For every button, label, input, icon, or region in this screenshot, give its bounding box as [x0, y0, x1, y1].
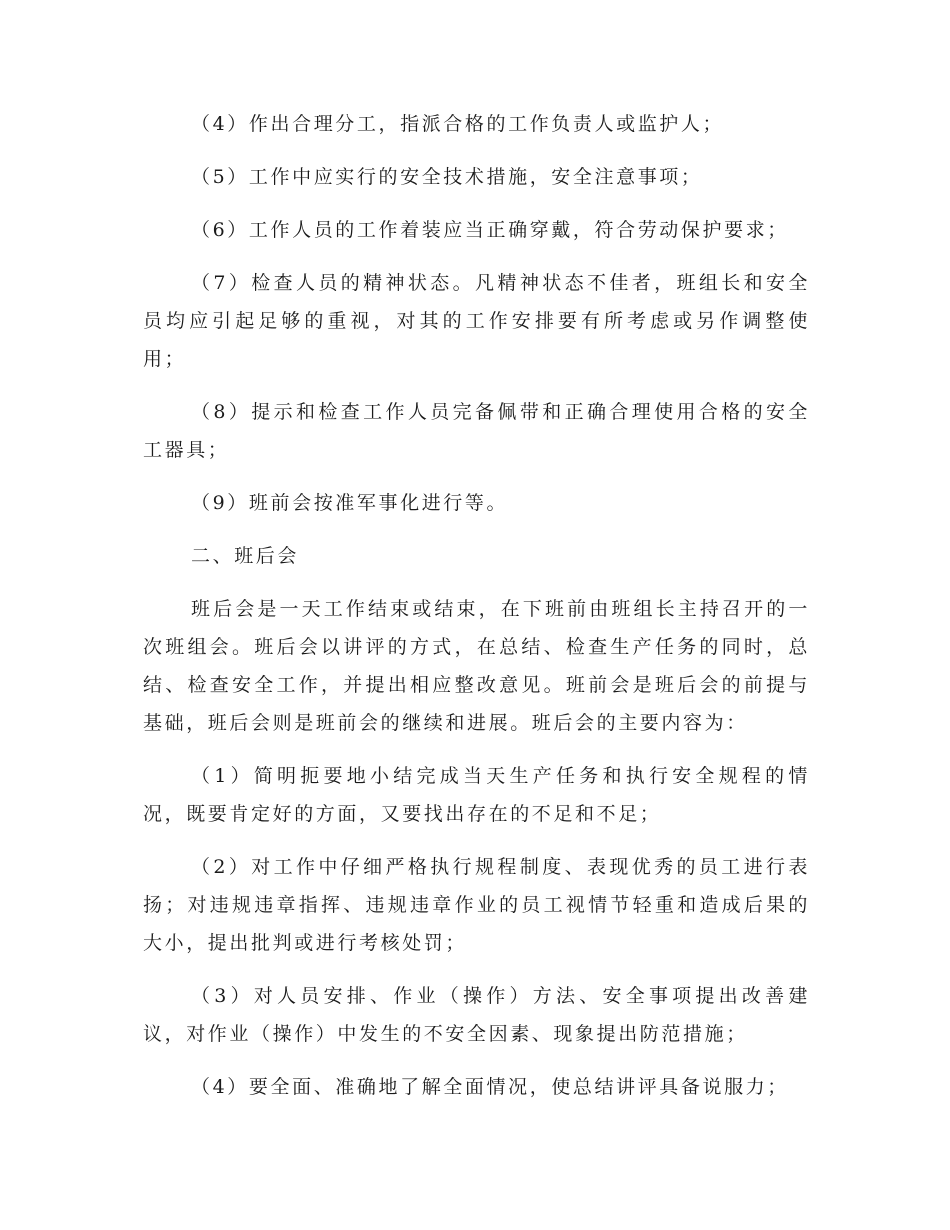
paragraph-item-6: （6）工作人员的工作着装应当正确穿戴，符合劳动保护要求； — [191, 219, 789, 241]
paragraph-item-1: （1）简明扼要地小结完成当天生产任务和执行安全规程的情况，既要肯定好的方面，又要找出存在的不足和不足； — [143, 765, 810, 825]
document-body — [143, 105, 810, 1121]
paragraph-item-3: （3）对人员安排、作业（操作）方法、安全事项提出改善建议，对作业（操作）中发生的不安全因素、现象提出防范措施； — [143, 985, 810, 1045]
paragraph-item-9: （9）班前会按准军事化进行等。 — [191, 492, 509, 514]
paragraph-item-4b: （4）要全面、准确地了解全面情况，使总结讲评具备说服力； — [191, 1076, 789, 1098]
paragraph-item-2: （2）对工作中仔细严格执行规程制度、表现优秀的员工进行表扬；对违规违章指挥、违规违章作业的员工视情节轻重和造成后果的大小，提出批判或进行考核处罚； — [143, 856, 810, 954]
paragraph-item-4: （4）作出合理分工，指派合格的工作负责人或监护人； — [191, 113, 725, 135]
section-heading: 二、班后会 — [191, 545, 300, 567]
section-intro: 班后会是一天工作结束或结束，在下班前由班组长主持召开的一次班组会。班后会以讲评的方式，在总结、检查生产任务的同时，总结、检查安全工作，并提出相应整改意见。班前会是班后会的前提与基础，班后会则是班前会的继续和进展。班后会的主要内容为： — [143, 598, 810, 734]
paragraph-item-7: （7）检查人员的精神状态。凡精神状态不佳者，班组长和安全员均应引起足够的重视，对其的工作安排要有所考虑或另作调整使用； — [143, 272, 810, 370]
paragraph-item-5: （5）工作中应实行的安全技术措施，安全注意事项； — [191, 166, 703, 188]
paragraph-item-8: （8）提示和检查工作人员完备佩带和正确合理使用合格的安全工器具； — [143, 401, 810, 461]
